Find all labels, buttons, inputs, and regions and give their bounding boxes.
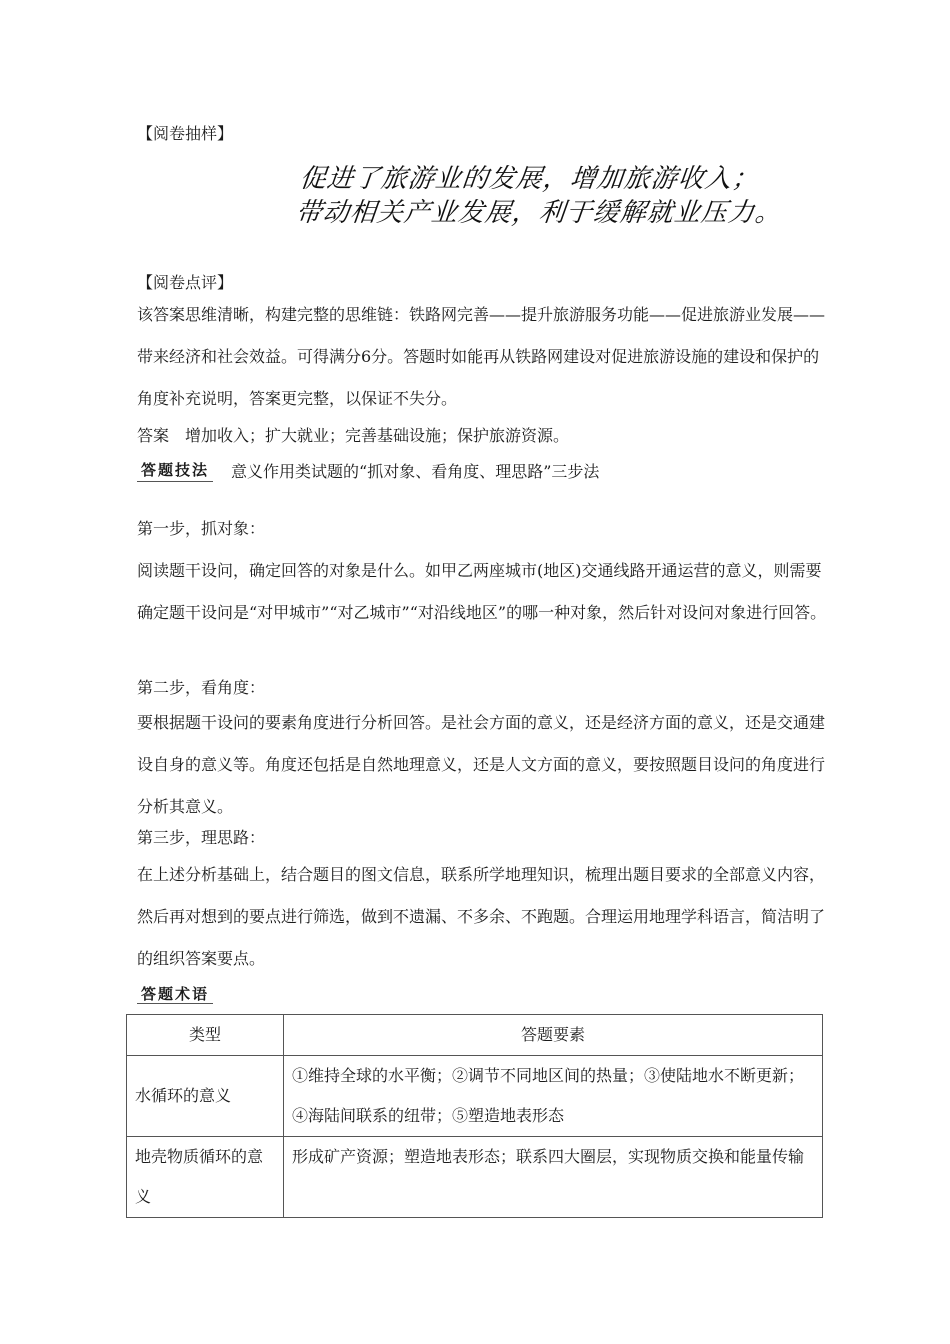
sample-heading: 【阅卷抽样】	[137, 124, 234, 143]
step-3-title: 第三步，理思路：	[137, 828, 266, 847]
technique-title: 意义作用类试题的“抓对象、看角度、理思路”三步法	[231, 462, 600, 481]
review-text: 该答案思维清晰，构建完整的思维链：铁路网完善——提升旅游服务功能——促进旅游业发展——带来经济和社会效益。可得满分6分。答题时如能再从铁路网建设对促进旅游设施的建设和保护的角度补充说明，答案更完整，以保证不失分。	[137, 305, 826, 408]
table-header-row	[127, 1015, 823, 1056]
step-2-title: 第二步，看角度：	[137, 678, 266, 697]
handwriting-line-2: 带动相关产业发展，利于缓解就业压力。	[294, 198, 784, 228]
answer-line: 答案 增加收入；扩大就业；完善基础设施；保护旅游资源。	[137, 426, 570, 445]
table-row	[127, 1137, 823, 1218]
handwriting-line-1: 促进了旅游业的发展，增加旅游收入；	[298, 164, 761, 194]
table-row	[127, 1056, 823, 1137]
terms-header	[137, 983, 213, 1005]
technique-header	[137, 459, 599, 482]
review-heading: 【阅卷点评】	[137, 273, 234, 292]
step-2-body: 要根据题干设问的要素角度进行分析回答。是社会方面的意义，还是经济方面的意义，还是交通建设自身的意义等。角度还包括是自然地理意义，还是人文方面的意义，要按照题目设问的角度进行分析其意义。	[137, 713, 826, 816]
row-1-type: 水循环的意义	[127, 1056, 284, 1137]
header-elements: 答题要素	[284, 1015, 823, 1056]
step-1-body: 阅读题干设问，确定回答的对象是什么。如甲乙两座城市(地区)交通线路开通运营的意义，则需要确定题干设问是“对甲城市”“对乙城市”“对沿线地区”的哪一种对象，然后针对设问对象进行回答。	[137, 561, 827, 622]
row-2-type: 地壳物质循环的意义	[127, 1137, 284, 1218]
technique-badge: 答题技法	[137, 459, 213, 482]
terms-badge: 答题术语	[137, 985, 213, 1004]
step-1-title: 第一步，抓对象：	[137, 519, 266, 538]
handwritten-answer	[294, 162, 784, 230]
row-1-elements: ①维持全球的水平衡；②调节不同地区间的热量；③使陆地水不断更新；④海陆间联系的纽带；⑤塑造地表形态	[284, 1056, 823, 1137]
header-type: 类型	[127, 1015, 284, 1056]
step-3-body: 在上述分析基础上，结合题目的图文信息，联系所学地理知识，梳理出题目要求的全部意义内容，然后再对想到的要点进行筛选，做到不遗漏、不多余、不跑题。合理运用地理学科语言，简洁明了的组织答案要点。	[137, 865, 826, 968]
terms-table	[126, 1014, 823, 1218]
row-2-elements: 形成矿产资源；塑造地表形态；联系四大圈层，实现物质交换和能量传输	[284, 1137, 823, 1218]
